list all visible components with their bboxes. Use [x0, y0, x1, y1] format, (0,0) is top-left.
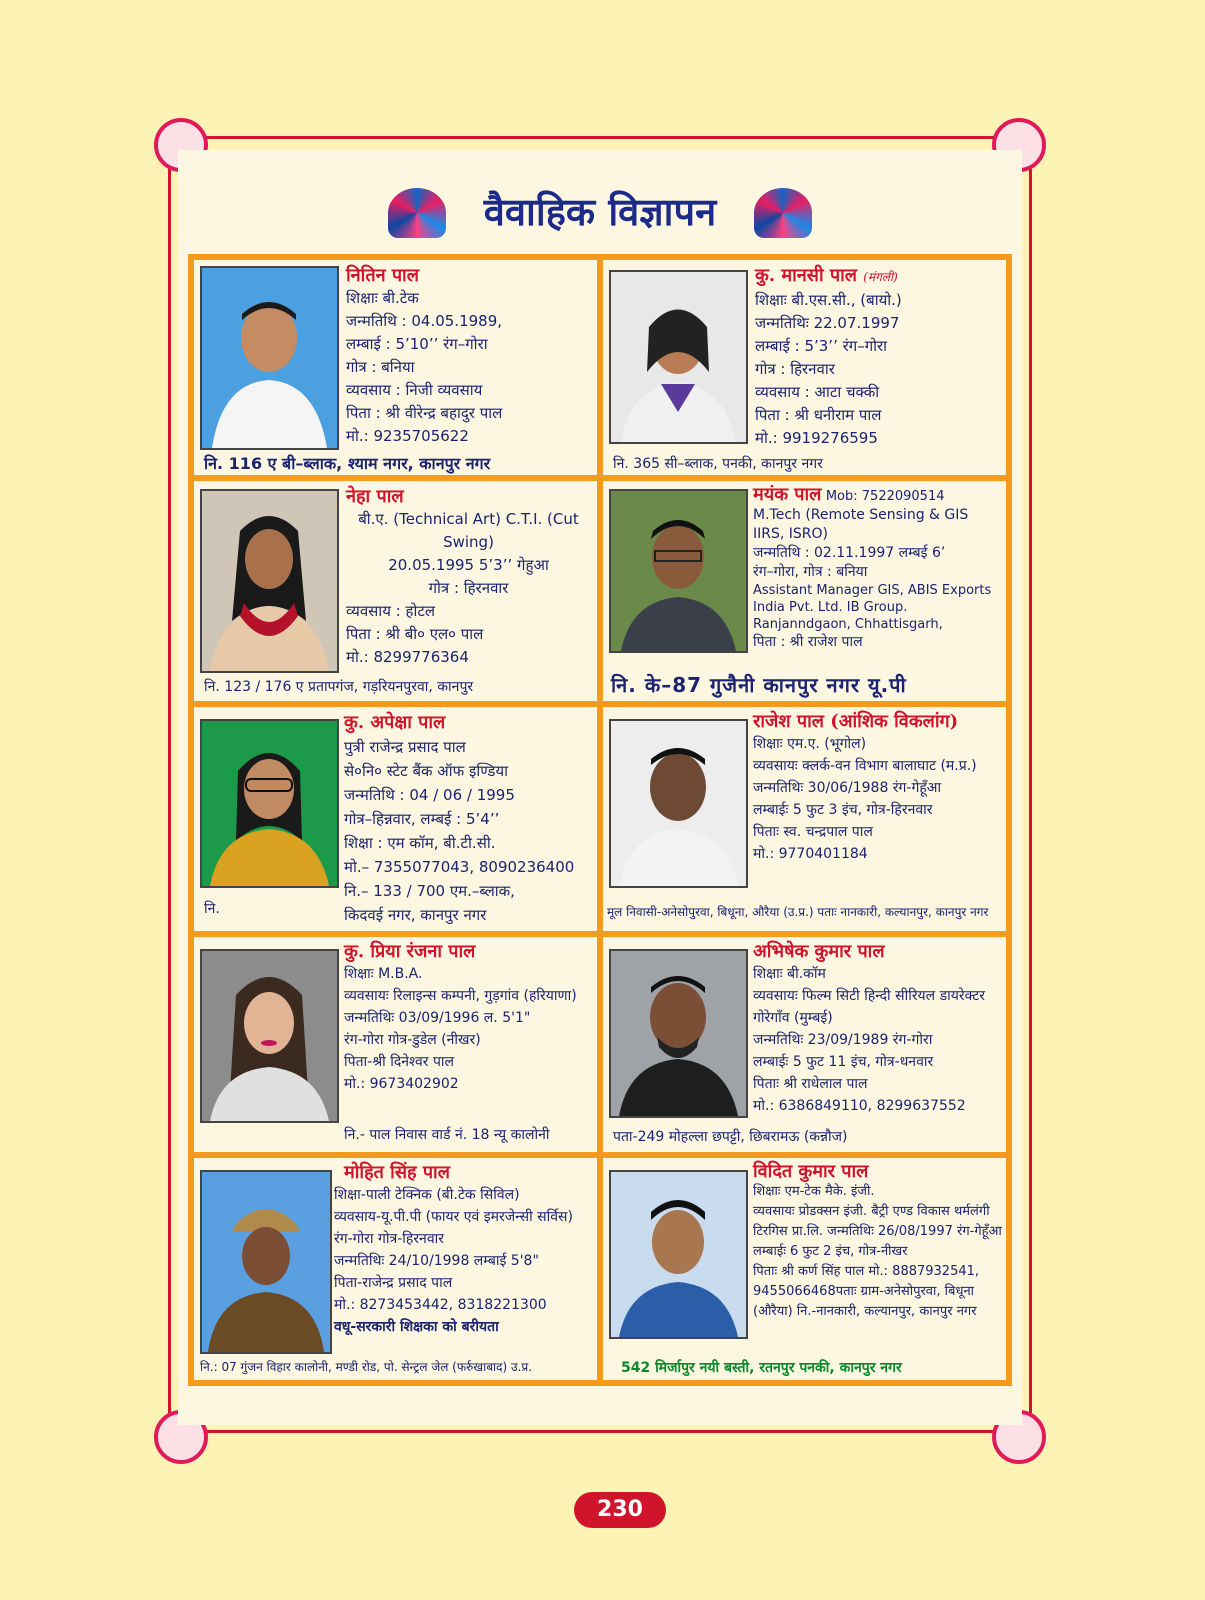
profile-line: वधू-सरकारी शिक्षका को बरीयता: [334, 1319, 499, 1335]
profile-address: नि.- पाल निवास वार्ड नं. 18 न्यू कालोनी: [344, 1127, 550, 1143]
profile-line: व्यवसायः प्रोडक्सन इंजी. बैट्री एण्ड विकास थर्मलंगी टिरगिस प्रा.लि. जन्मतिथिः 26/08/1997 रंग-गेहूँआ: [753, 1204, 1002, 1239]
profile-name: मोहित सिंह पाल: [344, 1162, 450, 1183]
profile-address: नि. 123 / 176 ए प्रतापगंज, गड़रियनपुरवा, कानपुर: [204, 679, 474, 695]
profile-line: मो.: 6386849110, 8299637552: [753, 1098, 966, 1114]
profile-tag: (मंगली): [863, 270, 898, 284]
profile-line: Assistant Manager GIS, ABIS Exports India Pvt. Ltd. IB Group. Ranjanndgaon, Chhattisgarh,: [753, 583, 992, 632]
profile-line: गोत्र : हिरनवार: [755, 360, 835, 378]
profile-card: [194, 937, 597, 1152]
profile-address: पता-249 मोहल्ला छपट्टी, छिबरामऊ (कन्नौज): [613, 1129, 848, 1145]
profile-line: शिक्षाः बी.टेक: [346, 289, 419, 307]
profile-line: व्यवसायः रिलाइन्स कम्पनी, गुड़गांव (हरियाणा): [344, 988, 577, 1004]
profile-grid: [188, 254, 1012, 1386]
profile-card: [194, 481, 597, 701]
profile-line: पिताः श्री कर्ण सिंह पाल मो.: 8887932541, 9455066468पताः ग्राम-अनेसोपुरवा, बिधूना (औरैया) नि.-नानकारी, कल्यानपुर, कानपुर नगर: [753, 1264, 980, 1319]
profile-card: [603, 481, 1006, 701]
page-frame: [160, 128, 1040, 1522]
profile-photo: [609, 489, 748, 653]
profile-name-text: कु. मानसी पाल: [755, 265, 857, 286]
profile-card: [194, 1158, 597, 1380]
profile-line: मो.: 9919276595: [755, 429, 878, 447]
top-border: [178, 136, 1022, 139]
profile-address: नि.: [204, 901, 220, 917]
profile-address: नि. 365 सी–ब्लाक, पनकी, कानपुर नगर: [613, 456, 823, 472]
profile-name: नितिन पाल: [346, 265, 419, 286]
profile-line: से०नि० स्टेट बैंक ऑफ इण्डिया: [344, 762, 508, 780]
profile-line: व्यवसाय : निजी व्यवसाय: [346, 381, 483, 399]
page-title: वैवाहिक विज्ञापन: [483, 189, 717, 234]
profile-photo: [200, 266, 339, 450]
profile-line: गोत्र–हिन्नवार, लम्बई : 5’4’’: [344, 810, 500, 828]
profile-line: मो.– 7355077043, 8090236400: [344, 858, 575, 876]
profile-line: शिक्षाः एम-टेक मैके. इंजी.: [753, 1184, 875, 1199]
profile-line: मो.: 9673402902: [344, 1076, 459, 1092]
profile-line: लम्बाई : 5’3’’ रंग–गोरा: [755, 337, 888, 355]
profile-line: व्यवसायः क्लर्क-वन विभाग बालाघाट (म.प्र.): [753, 758, 977, 774]
profile-card: [603, 707, 1006, 931]
profile-name: अभिषेक कुमार पाल: [753, 941, 885, 962]
profile-line: लम्बाई : 5’10’’ रंग–गोरा: [346, 335, 488, 353]
profile-line: M.Tech (Remote Sensing & GIS IIRS, ISRO): [753, 507, 969, 542]
profile-photo: [609, 949, 748, 1118]
profile-line: जन्मतिथिः 23/09/1989 रंग-गोरा: [753, 1032, 933, 1048]
profile-line: लम्बाईः 6 फुट 2 इंच, गोत्र-नीखर: [753, 1244, 908, 1259]
profile-line: शिक्षाः बी.एस.सी., (बायो.): [755, 291, 902, 309]
profile-mobile: Mob: 7522090514: [825, 489, 945, 504]
profile-line: 20.05.1995 5’3’’ गेहुआ: [388, 556, 549, 574]
profile-line: मो.: 8299776364: [346, 648, 469, 666]
profile-name: कु. प्रिया रंजना पाल: [344, 941, 476, 962]
profile-line: लम्बाईः 5 फुट 11 इंच, गोत्र-धनवार: [753, 1054, 934, 1070]
profile-address: नि. के–87 गुजैनी कानपुर नगर यू.पी: [611, 673, 907, 697]
profile-line: मो.: 8273453442, 8318221300: [334, 1297, 547, 1313]
profile-card: [194, 707, 597, 931]
profile-card: [603, 1158, 1006, 1380]
profile-line: व्यवसाय-यू.पी.पी (फायर एवं इमरजेन्सी सर्विस) रंग-गोरा गोत्र-हिरनवार: [334, 1209, 573, 1247]
profile-line: जन्मतिथिः 22.07.1997: [755, 314, 900, 332]
bottom-border: [178, 1430, 1022, 1433]
page-number: 230: [574, 1492, 666, 1528]
profile-line: रंग–गोरा, गोत्र : बनिया: [753, 564, 868, 580]
fan-ornament-icon: [754, 188, 812, 238]
profile-line: जन्मतिथि : 04.05.1989,: [346, 312, 503, 330]
profile-line: मो.: 9770401184: [753, 846, 868, 862]
profile-line: गोत्र : हिरनवार: [428, 579, 509, 597]
profile-name: विदित कुमार पाल: [753, 1161, 869, 1182]
profile-name-row: [753, 485, 1003, 506]
profile-name: कु. अपेक्षा पाल: [344, 712, 446, 733]
profile-line: व्यवसायः फिल्म सिटी हिन्दी सीरियल डायरेक्टर गोरेगाँव (मुम्बई): [753, 988, 985, 1026]
profile-line: पिता-श्री दिनेश्वर पाल: [344, 1054, 455, 1070]
profile-name: राजेश पाल (आंशिक विकलांग): [753, 711, 959, 732]
profile-line: रंग-गोरा गोत्र-डुडेल (नीखर): [344, 1032, 481, 1048]
ad-panel: [178, 150, 1022, 1425]
profile-line: पिताः स्व. चन्द्रपाल पाल: [753, 824, 873, 840]
profile-line: शिक्षाः बी.कॉम: [753, 966, 826, 982]
profile-line: शिक्षा-पाली टेक्निक (बी.टेक सिविल): [334, 1187, 520, 1203]
profile-line: जन्मतिथिः 24/10/1998 लम्बाई 5'8": [334, 1253, 539, 1269]
profile-line: व्यवसाय : आटा चक्की: [755, 383, 880, 401]
fan-ornament-icon: [388, 188, 446, 238]
profile-line: बी.ए. (Technical Art) C.T.I. (Cut Swing): [358, 510, 579, 551]
profile-photo: [200, 949, 339, 1123]
profile-line: शिक्षा : एम कॉम, बी.टी.सी.: [344, 834, 496, 852]
profile-card: [603, 260, 1006, 475]
profile-card: [603, 937, 1006, 1152]
profile-name: मयंक पाल: [753, 484, 822, 505]
profile-line: किदवई नगर, कानपुर नगर: [344, 906, 487, 924]
right-border: [1029, 166, 1032, 1413]
left-border: [168, 166, 171, 1413]
profile-photo: [609, 270, 748, 444]
profile-line: मो.: 9235705622: [346, 427, 469, 445]
profile-line: पिता-राजेन्द्र प्रसाद पाल: [334, 1275, 453, 1291]
profile-address: नि.: 07 गुंजन विहार कालोनी, मण्डी रोड, पो. सेन्ट्रल जेल (फर्रुखाबाद) उ.प्र.: [200, 1360, 533, 1374]
profile-card: [194, 260, 597, 475]
profile-line: गोत्र : बनिया: [346, 358, 415, 376]
profile-photo: [200, 1170, 332, 1354]
profile-line: पिता : श्री बी० एल० पाल: [346, 625, 484, 643]
profile-line: पिता : श्री धनीराम पाल: [755, 406, 882, 424]
profile-name: नेहा पाल: [346, 486, 404, 507]
profile-line: जन्मतिथिः 03/09/1996 ल. 5'1": [344, 1010, 531, 1026]
profile-line: जन्मतिथि : 04 / 06 / 1995: [344, 786, 515, 804]
profile-line: पिता : श्री वीरेन्द्र बहादुर पाल: [346, 404, 503, 422]
profile-line: नि.– 133 / 700 एम.–ब्लाक,: [344, 882, 515, 900]
profile-name: [755, 264, 1000, 289]
profile-address: नि. 116 ए बी–ब्लाक, श्याम नगर, कानपुर नगर: [204, 454, 491, 473]
profile-address: मूल निवासी-अनेसोपुरवा, बिधूना, औरैया (उ.प्र.) पताः नानकारी, कल्यानपुर, कानपुर नगर: [607, 905, 989, 919]
profile-line: लम्बाईः 5 फुट 3 इंच, गोत्र-हिरनवार: [753, 802, 933, 818]
profile-photo: [609, 719, 748, 888]
profile-line: जन्मतिथि : 02.11.1997 लम्बई 6’: [753, 545, 946, 561]
profile-line: शिक्षाः एम.ए. (भूगोल): [753, 736, 867, 752]
profile-line: जन्मतिथिः 30/06/1988 रंग-गेहूँआ: [753, 780, 942, 796]
profile-photo: [609, 1170, 748, 1339]
profile-line: शिक्षाः M.B.A.: [344, 966, 423, 982]
profile-photo: [200, 489, 339, 673]
header: [178, 180, 1022, 244]
profile-line: पुत्री राजेन्द्र प्रसाद पाल: [344, 738, 466, 756]
profile-line: व्यवसाय : होटल: [346, 602, 436, 620]
profile-address: 542 मिर्जापुर नयी बस्ती, रतनपुर पनकी, कानपुर नगर: [621, 1360, 902, 1376]
profile-photo: [200, 719, 339, 888]
profile-line: पिताः श्री राधेलाल पाल: [753, 1076, 868, 1092]
profile-line: पिता : श्री राजेश पाल: [753, 634, 863, 650]
